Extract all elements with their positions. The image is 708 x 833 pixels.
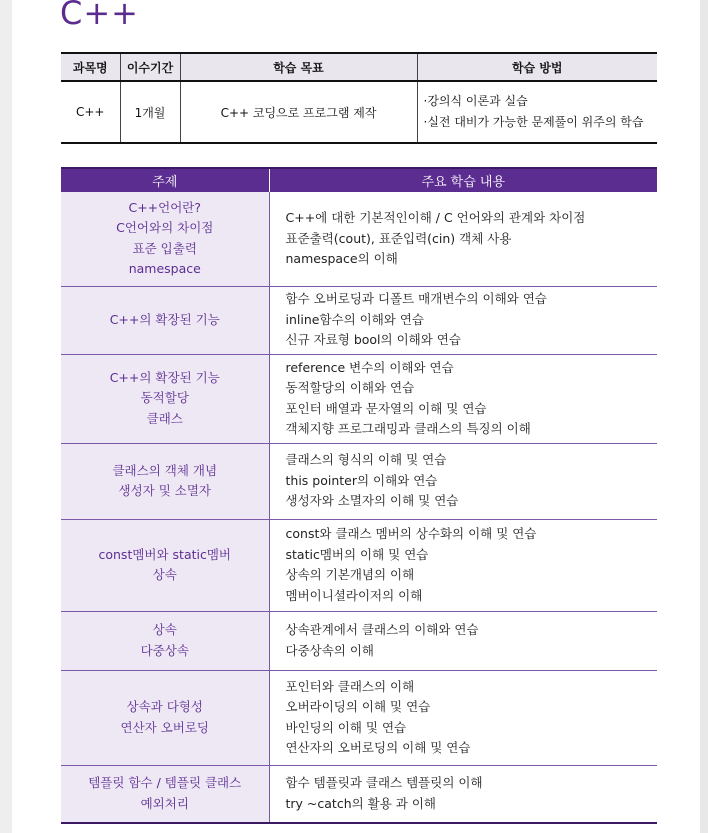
detail-line: 함수 템플릿과 클래스 템플릿의 이해 xyxy=(285,775,483,791)
detail-line: 객체지향 프로그래밍과 클래스의 특징의 이해 xyxy=(285,421,531,436)
duration-cell: 1개월 xyxy=(120,81,180,143)
detail-line: 포인터와 클래스의 이해 xyxy=(285,678,415,694)
topic-line: C언어와의 차이점 xyxy=(116,220,214,236)
page-title: C++ xyxy=(60,0,139,32)
topic-line: 표준 입출력 xyxy=(132,240,197,256)
detail-cell xyxy=(269,611,657,670)
topic-line: C++언어란? xyxy=(128,199,202,215)
topic-line: 다중상속 xyxy=(140,642,189,658)
detail-cell xyxy=(269,765,657,823)
header-subject: 과목명 xyxy=(61,53,120,81)
header-method: 학습 방법 xyxy=(417,53,657,81)
detail-line: 표준출력(cout), 표준입력(cin) 객체 사용 xyxy=(285,230,512,246)
goal-cell: C++ 코딩으로 프로그램 제작 xyxy=(180,81,417,143)
detail-line: try ~catch의 활용 과 이해 xyxy=(285,795,436,811)
detail-line: namespace의 이해 xyxy=(285,251,398,266)
topic-cell xyxy=(61,443,269,519)
topic-line: C++의 확장된 기능 xyxy=(109,311,220,327)
topic-line: const멤버와 static멤버 xyxy=(98,546,232,562)
detail-cell xyxy=(269,519,657,611)
table-row xyxy=(61,354,657,443)
table-row xyxy=(61,670,657,765)
method-cell xyxy=(417,81,657,143)
topic-line: 동적할당 xyxy=(140,390,189,406)
topic-line: 템플릿 함수 / 템플릿 클래스 xyxy=(88,775,242,791)
detail-line: const와 클래스 멤버의 상수화의 이해 및 연습 xyxy=(285,526,537,541)
header-goal: 학습 목표 xyxy=(180,53,417,81)
topic-line: 예외처리 xyxy=(140,795,189,811)
detail-line: 오버라이딩의 이해 및 연습 xyxy=(285,699,431,714)
method-line: ·강의식 이론과 실습 xyxy=(423,94,528,108)
topic-line: 상속 xyxy=(152,622,177,637)
detail-line: 상속의 기본개념의 이해 xyxy=(285,567,415,582)
table-row xyxy=(61,443,657,519)
topic-cell xyxy=(61,354,269,443)
subject-cell: C++ xyxy=(61,81,120,143)
detail-line: static멤버의 이해 및 연습 xyxy=(285,546,429,562)
header-duration: 이수기간 xyxy=(120,53,180,81)
curriculum-table xyxy=(61,167,657,824)
detail-line: 생성자와 소멸자의 이해 및 연습 xyxy=(285,493,459,509)
topic-line: 상속과 다형성 xyxy=(126,699,203,714)
detail-cell xyxy=(269,670,657,765)
detail-line: 함수 오버로딩과 디폴트 매개변수의 이해와 연습 xyxy=(285,291,547,307)
detail-line: 상속관계에서 클래스의 이해와 연습 xyxy=(285,622,479,637)
table-row xyxy=(61,192,657,286)
topic-cell xyxy=(61,286,269,354)
detail-line: C++에 대한 기본적인이해 / C 언어와의 관계와 차이점 xyxy=(285,210,586,225)
detail-line: 신규 자료형 bool의 이해와 연습 xyxy=(285,332,461,348)
detail-line: 연산자의 오버로딩의 이해 및 연습 xyxy=(285,740,471,755)
detail-line: 포인터 배열과 문자열의 이해 및 연습 xyxy=(285,400,487,416)
topic-line: C++의 확장된 기능 xyxy=(109,369,220,385)
detail-line: 동적할당의 이해와 연습 xyxy=(285,380,415,395)
left-margin-strip xyxy=(0,0,12,833)
header-content: 주요 학습 내용 xyxy=(269,168,657,192)
topic-line: 생성자 및 소멸자 xyxy=(118,483,211,498)
topic-cell xyxy=(61,670,269,765)
topic-line: 클래스 xyxy=(146,410,183,426)
topic-cell xyxy=(61,519,269,611)
detail-line: reference 변수의 이해와 연습 xyxy=(285,359,454,375)
detail-line: 멤버이니셜라이저의 이해 xyxy=(285,587,423,603)
topic-line: namespace xyxy=(128,261,201,277)
table-row xyxy=(61,286,657,354)
detail-line: 다중상속의 이해 xyxy=(285,642,374,658)
method-line: ·실전 대비가 가능한 문제풀이 위주의 학습 xyxy=(423,115,644,129)
topic-cell xyxy=(61,611,269,670)
table-row xyxy=(61,765,657,823)
detail-cell xyxy=(269,286,657,354)
course-info-table xyxy=(61,52,657,144)
right-scroll-strip xyxy=(700,0,708,833)
detail-line: this pointer의 이해와 연습 xyxy=(285,472,438,488)
detail-line: inline함수의 이해와 연습 xyxy=(285,311,425,327)
detail-cell xyxy=(269,354,657,443)
topic-line: 클래스의 객체 개념 xyxy=(112,462,218,478)
topic-cell xyxy=(61,192,269,286)
header-topic: 주제 xyxy=(61,168,269,192)
topic-line: 연산자 오버로딩 xyxy=(120,719,209,735)
topic-line: 상속 xyxy=(152,567,177,582)
table-row xyxy=(61,519,657,611)
detail-cell xyxy=(269,443,657,519)
detail-cell xyxy=(269,192,657,286)
table-row xyxy=(61,611,657,670)
topic-cell xyxy=(61,765,269,823)
detail-line: 바인딩의 이해 및 연습 xyxy=(285,719,407,735)
detail-line: 클래스의 형식의 이해 및 연습 xyxy=(285,452,447,468)
